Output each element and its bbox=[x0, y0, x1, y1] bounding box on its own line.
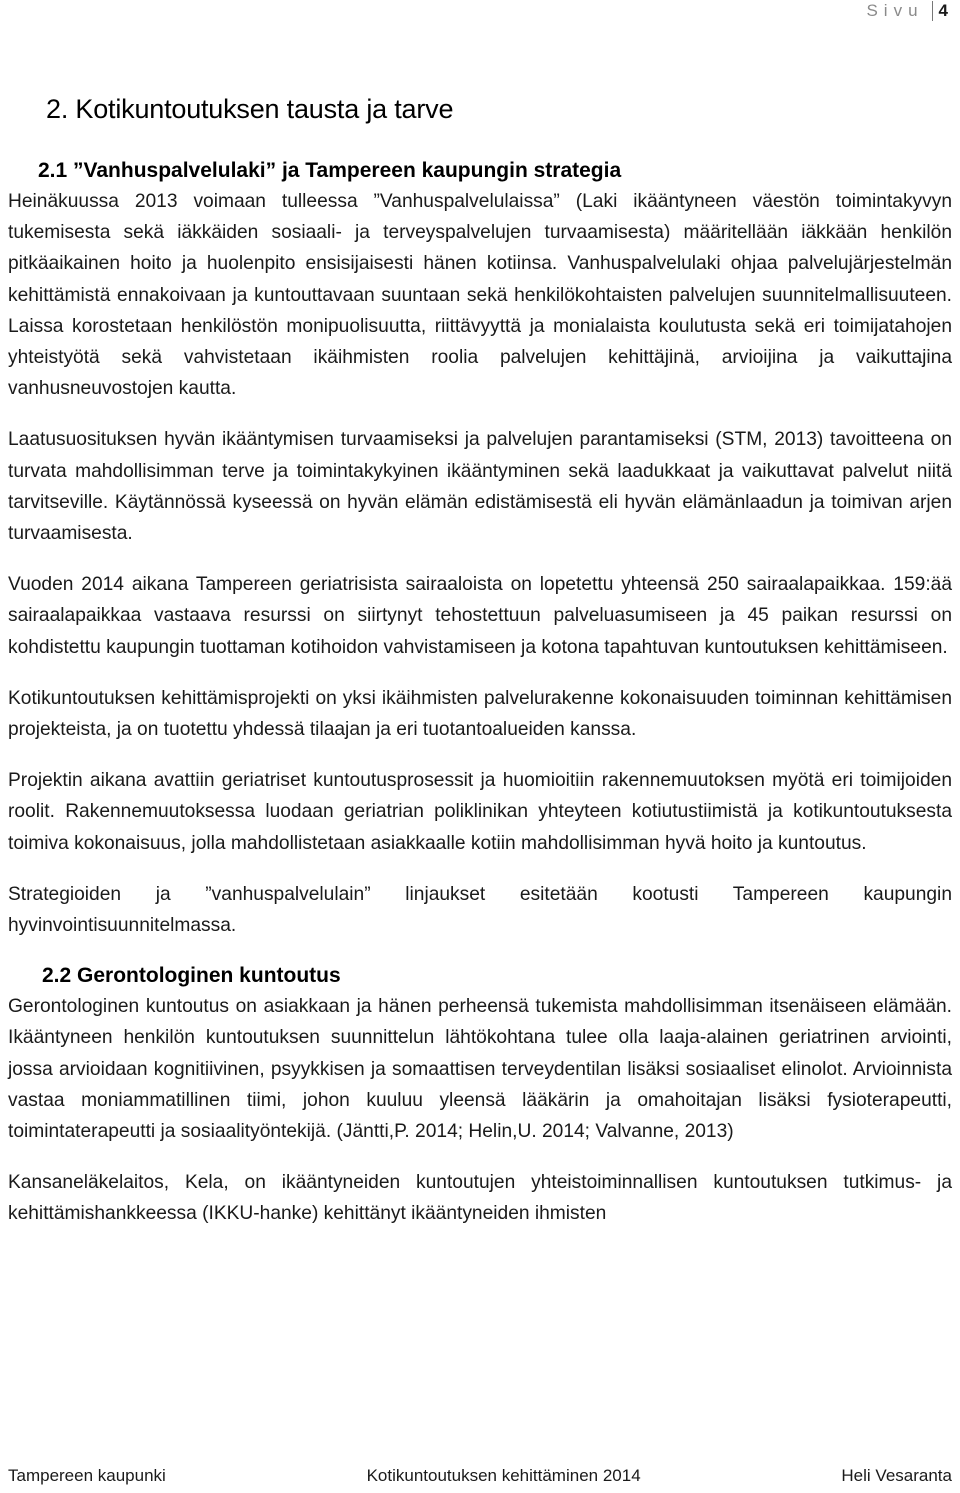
paragraph: Kansaneläkelaitos, Kela, on ikääntyneiden kuntoutujen yhteistoiminnallisen kuntoutuksen tutkimus- ja kehittämishankkeessa (IKKU-hanke) kehittänyt ikääntyneiden ihmisten bbox=[8, 1172, 952, 1225]
footer-author: Heli Vesaranta bbox=[841, 1466, 952, 1485]
page-header bbox=[866, 0, 948, 22]
paragraph: Vuoden 2014 aikana Tampereen geriatrisista sairaaloista on lopetettu yhteensä 250 sairaalapaikkaa. 159:ää sairaalapaikkaa vastaava resurssi on siirtynyt tehostettuun palveluasumiseen ja 45 paikan resurssi on kohdistettu kaupungin tuottaman kotihoidon vahvistamiseen ja kotona tapahtuvan kuntoutuksen kehittämiseen. bbox=[8, 574, 952, 658]
paragraph: Heinäkuussa 2013 voimaan tulleessa ”Vanhuspalvelulaissa” (Laki ikääntyneen väestön toimintakyvyn tukemisesta sekä iäkkäiden sosiaali- ja terveyspalvelujen turvaamisesta) määritellään iäkkään henkilön pitkäaikainen hoito ja huolenpito ensisijaisesti hänen kotiinsa. Vanhuspalvelulaki ohjaa palvelujärjestelmän kehittämistä ennakoivaan ja kuntouttavaan suuntaan sekä henkilökohtaisten palvelujen suunnitelmallisuuteen. Laissa korostetaan henkilöstön monipuolisuutta, riittävyyttä ja monialaista koulutusta sekä eri toimijatahojen yhteistyötä sekä vahvistetaan ikäihmisten roolia palvelujen kehittäjinä, arvioijina ja vaikuttajina vanhusneuvostojen kautta. bbox=[8, 191, 952, 400]
paragraph: Laatusuosituksen hyvän ikääntymisen turvaamiseksi ja palvelujen parantamiseksi (STM, 2013) tavoitteena on turvata mahdollisimman terve ja toimintakykyinen ikääntyminen sekä laadukkaat ja vaikuttavat palvelut niitä tarvitseville. Käytännössä kyseessä on hyvän elämän edistämisestä eli hyvän elämänlaadun ja toimivan arjen turvaamisesta. bbox=[8, 429, 952, 545]
page-footer bbox=[8, 1466, 952, 1486]
header-divider bbox=[932, 1, 933, 21]
paragraph: Projektin aikana avattiin geriatriset kuntoutusprosessit ja huomioitiin rakennemuutoksen myötä eri toimijoiden roolit. Rakennemuutoksessa luodaan geriatrian poliklinikan yhteyteen kotiutustiimistä ja kotikuntoutuksesta toimiva kokonaisuus, jolla mahdollistetaan asiakkaalle kotiin mahdollisimman hyvä hoito ja kuntoutus. bbox=[8, 770, 952, 854]
footer-organization: Tampereen kaupunki bbox=[8, 1466, 166, 1485]
page-word: Sivu bbox=[866, 1, 924, 20]
footer-document-title: Kotikuntoutuksen kehittäminen 2014 bbox=[366, 1466, 641, 1485]
section-title-2-1: 2.1 ”Vanhuspalvelulaki” ja Tampereen kaupungin strategia bbox=[38, 159, 622, 182]
document-body bbox=[8, 90, 952, 1230]
page-number: 4 bbox=[938, 1, 948, 20]
paragraph: Kotikuntoutuksen kehittämisprojekti on yksi ikäihmisten palvelurakenne kokonaisuuden toiminnan kehittämisen projekteista, ja on tuotettu yhdessä tilaajan ja eri tuotantoalueiden kanssa. bbox=[8, 687, 952, 741]
section-title-2-2: 2.2 Gerontologinen kuntoutus bbox=[42, 964, 341, 988]
paragraph: Gerontologinen kuntoutus on asiakkaan ja hänen perheensä tukemista mahdollisimman itsenäiseen elämään. Ikääntyneen henkilön kuntoutuksen suunnittelun lähtökohtana tulee olla laaja-alainen geriatrinen arviointi, jossa arvioidaan kognitiivinen, psyykkisen ja somaattisen terveydentilan lisäksi sosiaaliset elinolot. Arvioinnista vastaa moniammatillinen tiimi, johon kuuluu yleensä lääkärin ja omahoitajan lisäksi fysioterapeutti, toimintaterapeutti ja sosiaalityöntekijä. (Jäntti,P. 2014; Helin,U. 2014; Valvanne, 2013) bbox=[8, 996, 952, 1143]
paragraph: Strategioiden ja ”vanhuspalvelulain” linjaukset esitetään kootusti Tampereen kaupungin hyvinvointisuunnitelmassa. bbox=[8, 883, 952, 937]
chapter-title: 2. Kotikuntoutuksen tausta ja tarve bbox=[46, 94, 454, 124]
